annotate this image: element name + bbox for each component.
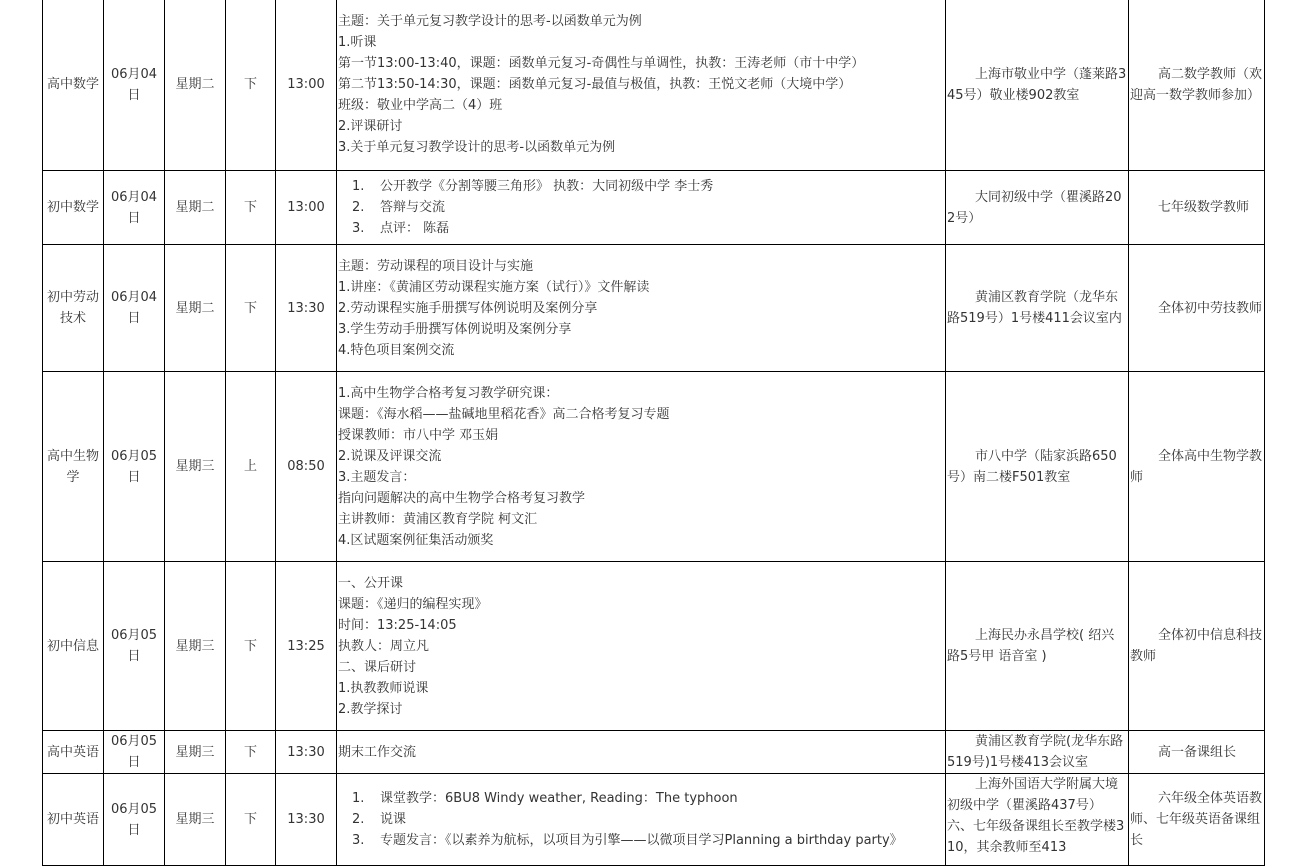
content-cell (337, 0, 946, 171)
content-line: 时间：13:25-14:05 (338, 617, 457, 633)
subject-cell: 初中信息 (43, 562, 104, 731)
numbered-list (338, 176, 944, 239)
list-number: 2. (352, 200, 365, 215)
content-line: 4.特色项目案例交流 (338, 342, 455, 358)
content-line: 2.评课研讨 (338, 119, 403, 134)
content-line: 3.主题发言： (338, 469, 416, 485)
location-cell: 上海民办永昌学校( 绍兴路5号甲 语音室 ) (946, 562, 1129, 731)
date-cell: 06月05日 (104, 774, 165, 866)
content-line: 1.高中生物学合格考复习教学研究课： (338, 385, 559, 401)
subject-cell: 初中英语 (43, 774, 104, 866)
half-day-cell: 下 (226, 774, 276, 866)
subject-cell: 高中生物学 (43, 372, 104, 562)
content-cell (337, 562, 946, 731)
list-item (338, 218, 944, 239)
content-line: 1.执教教师说课 (338, 680, 429, 696)
time-cell: 13:00 (276, 171, 337, 245)
location-cell: 黄浦区教育学院（龙华东路519号）1号楼411会议室内 (946, 245, 1129, 372)
time-cell: 13:25 (276, 562, 337, 731)
subject-cell: 高中英语 (43, 731, 104, 774)
time-cell: 08:50 (276, 372, 337, 562)
list-item (338, 809, 944, 830)
content-line: 2.劳动课程实施手册撰写体例说明及案例分享 (338, 300, 598, 316)
location-cell: 上海市敬业中学（蓬莱路345号）敬业楼902教室 (946, 0, 1129, 171)
list-text: 说课 (380, 812, 407, 827)
content-line: 一、公开课 (338, 575, 404, 591)
list-text: 点评： 陈磊 (380, 221, 450, 236)
location-cell: 大同初级中学（瞿溪路202号） (946, 171, 1129, 245)
list-item (338, 176, 944, 197)
content-line: 指向问题解决的高中生物学合格考复习教学 (338, 490, 586, 506)
time-cell: 13:30 (276, 245, 337, 372)
weekday-cell: 星期二 (165, 0, 226, 171)
content-line: 2.教学探讨 (338, 701, 403, 717)
date-cell: 06月04日 (104, 171, 165, 245)
content-cell (337, 372, 946, 562)
half-day-cell: 下 (226, 731, 276, 774)
content-line: 1.讲座：《黄浦区劳动课程实施方案（试行）》文件解读 (338, 279, 650, 295)
table-row (43, 171, 1265, 245)
content-line: 二、课后研讨 (338, 659, 417, 675)
time-cell: 13:30 (276, 731, 337, 774)
half-day-cell: 下 (226, 171, 276, 245)
subject-cell: 初中劳动技术 (43, 245, 104, 372)
date-cell: 06月04日 (104, 245, 165, 372)
content-cell (337, 774, 946, 866)
content-line: 课题：《海水稻——盐碱地里稻花香》高二合格考复习专题 (338, 406, 670, 422)
content-line: 授课教师：市八中学 邓玉娟 (338, 427, 499, 443)
table-row (43, 774, 1265, 866)
content-line: 班级：敬业中学高二（4）班 (338, 98, 503, 113)
subject-cell: 高中数学 (43, 0, 104, 171)
content-cell (337, 171, 946, 245)
content-line: 执教人：周立凡 (338, 638, 430, 654)
table-row (43, 372, 1265, 562)
audience-cell: 全体初中劳技教师 (1129, 245, 1265, 372)
content-line: 4.区试题案例征集活动颁奖 (338, 532, 494, 548)
list-item (338, 197, 944, 218)
list-text: 课堂教学：6BU8 Windy weather, Reading：The typhoon (380, 791, 738, 806)
content-cell (337, 731, 946, 774)
content-line: 3.关于单元复习教学设计的思考-以函数单元为例 (338, 140, 616, 155)
content-line: 第一节13:00-13:40，课题：函数单元复习-奇偶性与单调性，执教：王涛老师（市十中学） (338, 56, 865, 71)
content-line: 3.学生劳动手册撰写体例说明及案例分享 (338, 321, 572, 337)
half-day-cell: 下 (226, 0, 276, 171)
audience-cell: 高二数学教师（欢迎高一数学教师参加） (1129, 0, 1265, 171)
audience-cell: 高一备课组长 (1129, 731, 1265, 774)
half-day-cell: 上 (226, 372, 276, 562)
list-number: 1. (352, 791, 365, 806)
table-row (43, 562, 1265, 731)
weekday-cell: 星期三 (165, 562, 226, 731)
location-cell: 上海外国语大学附属大境初级中学（瞿溪路437号）六、七年级备课组长至教学楼310，其余教师至413 (946, 774, 1129, 866)
subject-cell: 初中数学 (43, 171, 104, 245)
weekday-cell: 星期三 (165, 774, 226, 866)
half-day-cell: 下 (226, 562, 276, 731)
half-day-cell: 下 (226, 245, 276, 372)
content-line: 期末工作交流 (338, 744, 417, 760)
content-line: 课题：《递归的编程实现》 (338, 596, 488, 612)
weekday-cell: 星期三 (165, 372, 226, 562)
date-cell: 06月05日 (104, 731, 165, 774)
content-line: 2.说课及评课交流 (338, 448, 442, 464)
table-row (43, 245, 1265, 372)
audience-cell: 六年级全体英语教师、七年级英语备课组长 (1129, 774, 1265, 866)
schedule-table (42, 0, 1265, 866)
date-cell: 06月05日 (104, 372, 165, 562)
audience-cell: 全体初中信息科技教师 (1129, 562, 1265, 731)
list-item (338, 788, 944, 809)
weekday-cell: 星期三 (165, 731, 226, 774)
list-text: 专题发言：《以素养为航标，以项目为引擎——以微项目学习Planning a birthday party》 (380, 833, 903, 848)
audience-cell: 全体高中生物学教师 (1129, 372, 1265, 562)
time-cell: 13:00 (276, 0, 337, 171)
content-line: 主讲教师：黄浦区教育学院 柯文汇 (338, 511, 538, 527)
weekday-cell: 星期二 (165, 245, 226, 372)
content-line: 第二节13:50-14:30，课题：函数单元复习-最值与极值，执教：王悦文老师（大境中学） (338, 77, 852, 92)
list-number: 2. (352, 812, 365, 827)
list-text: 公开教学《分割等腰三角形》 执教：大同初级中学 李士秀 (380, 179, 714, 194)
list-number: 1. (352, 179, 365, 194)
list-item (338, 830, 944, 851)
content-line: 1.听课 (338, 35, 377, 50)
audience-cell: 七年级数学教师 (1129, 171, 1265, 245)
content-line: 主题：关于单元复习教学设计的思考-以函数单元为例 (338, 14, 642, 29)
table-row (43, 0, 1265, 171)
weekday-cell: 星期二 (165, 171, 226, 245)
time-cell: 13:30 (276, 774, 337, 866)
numbered-list (338, 788, 944, 851)
date-cell: 06月05日 (104, 562, 165, 731)
list-number: 3. (352, 221, 365, 236)
location-cell: 黄浦区教育学院(龙华东路519号)1号楼413会议室 (946, 731, 1129, 774)
location-cell: 市八中学（陆家浜路650号）南二楼F501教室 (946, 372, 1129, 562)
table-row (43, 731, 1265, 774)
date-cell: 06月04日 (104, 0, 165, 171)
list-text: 答辩与交流 (380, 200, 446, 215)
content-cell (337, 245, 946, 372)
list-number: 3. (352, 833, 365, 848)
content-line: 主题：劳动课程的项目设计与实施 (338, 258, 534, 274)
